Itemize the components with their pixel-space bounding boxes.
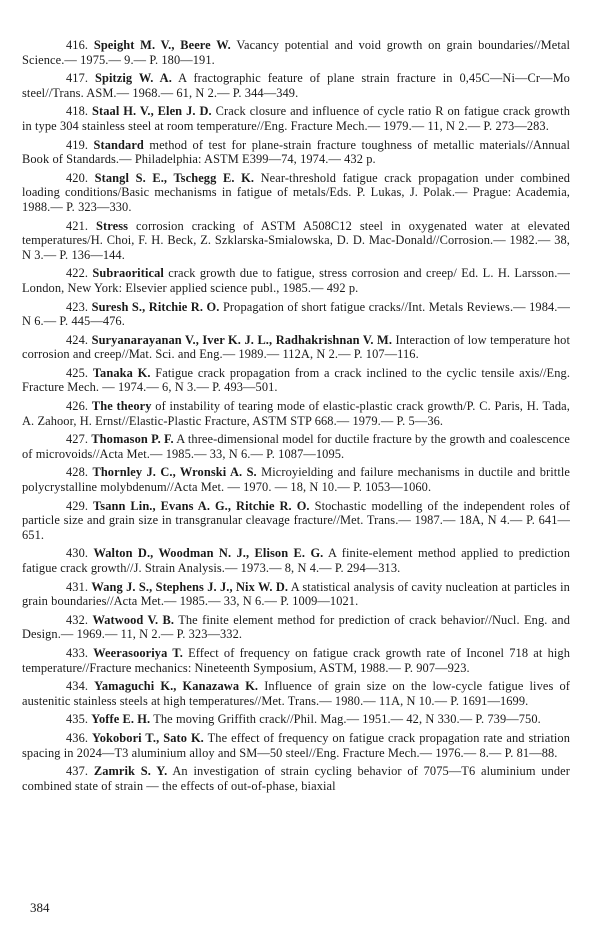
reference-number: 428.: [66, 465, 89, 480]
reference-list: [22, 38, 570, 797]
reference-number: 432.: [66, 612, 89, 627]
reference-text: An investigation of strain cycling behavior of 7075—T6 aluminium under combined state of strain — the effects of out-of-phase, biaxial: [22, 764, 571, 793]
reference-entry: [22, 104, 570, 133]
reference-authors: Yoffe E. H.: [91, 712, 151, 727]
reference-text: A three-dimensional model for ductile fracture by the growth and coalescence of microvoids//Acta Met.— 1985.— 33, N 6.— P. 1087—1095.: [22, 432, 570, 461]
reference-authors: Zamrik S. Y.: [93, 764, 168, 779]
reference-entry: [22, 171, 570, 215]
reference-number: 423.: [66, 299, 89, 314]
reference-number: 430.: [66, 546, 89, 561]
reference-authors: Suryanarayanan V., Iver K. J. L., Radhakrishnan V. M.: [91, 332, 393, 347]
reference-authors: Stress: [96, 218, 129, 233]
reference-text: A fractographic feature of plane strain fracture in 0,45C—Ni—Cr—Mo steel//Trans. ASM.— 1968.— 61, N 2.— P. 344—349.: [22, 71, 570, 100]
reference-text: The effect of frequency on fatigue crack propagation rate and striation spacing in 2024—T3 aluminium alloy and SM—50 steel//Eng. Fracture Mech.— 1976.— 8.— P. 81—88.: [22, 730, 570, 760]
reference-number: 431.: [66, 579, 89, 594]
reference-entry: [22, 38, 570, 67]
reference-number: 433.: [66, 645, 89, 660]
reference-entry: [22, 266, 570, 295]
reference-entry: [22, 712, 570, 727]
reference-entry: [22, 300, 570, 329]
reference-number: 436.: [66, 730, 89, 745]
reference-text: Interaction of low temperature hot corrosion and creep//Mat. Sci. and Eng.— 1989.— 112A, N 2.— P. 107—116.: [22, 332, 570, 362]
reference-text: A statistical analysis of cavity nucleation at particles in grain boundaries//Acta Met.— 1985.— 33, N 6.— P. 1009—1021.: [22, 579, 570, 609]
reference-authors: Stangl S. E., Tschegg E. K.: [94, 170, 255, 185]
reference-text: Fatigue crack propagation from a crack inclined to the cyclic tensile axis//Eng. Fracture Mech. — 1974.— 6, N 3.— P. 493—501.: [22, 365, 571, 395]
reference-number: 425.: [66, 365, 89, 380]
reference-entry: [22, 219, 570, 263]
reference-entry: [22, 71, 570, 100]
reference-entry: [22, 366, 570, 395]
reference-text: The finite element method for prediction of crack behavior//Nucl. Eng. and Design.— 1969.— 11, N 2.— P. 323—332.: [22, 612, 570, 642]
reference-authors: Tsann Lin., Evans A. G., Ritchie R. O.: [93, 498, 310, 513]
reference-number: 426.: [66, 399, 89, 414]
reference-text: The moving Griffith crack//Phil. Mag.— 1951.— 42, N 330.— P. 739—750.: [150, 712, 541, 727]
reference-authors: Watwood V. B.: [92, 612, 175, 627]
reference-entry: [22, 764, 570, 793]
reference-number: 417.: [66, 71, 89, 86]
reference-authors: Suresh S., Ritchie R. O.: [91, 299, 220, 314]
reference-authors: Thomason P. F.: [91, 432, 174, 447]
reference-entry: [22, 432, 570, 461]
reference-text: method of test for plane-strain fracture toughness of metallic materials//Annual Book of Standards.— Philadelphia: ASTM E399—74, 1974.— 432 p.: [22, 137, 570, 167]
reference-text: Microyielding and failure mechanisms in ductile and brittle polycrystalline molybdenum//Acta Met. — 1970. — 18, N 10.— P. 1053—1060.: [22, 465, 571, 495]
reference-number: 437.: [66, 764, 89, 779]
reference-number: 421.: [66, 218, 89, 233]
reference-number: 429.: [66, 498, 89, 513]
reference-authors: Thornley J. C., Wronski A. S.: [92, 465, 257, 480]
reference-authors: Speight M. V., Beere W.: [93, 38, 231, 52]
reference-authors: Tanaka K.: [92, 365, 151, 380]
reference-authors: Standard: [93, 137, 144, 152]
reference-entry: [22, 580, 570, 609]
reference-number: 434.: [66, 679, 89, 694]
reference-authors: Yamaguchi K., Kanazawa K.: [94, 679, 259, 694]
reference-number: 435.: [66, 712, 89, 727]
reference-number: 424.: [66, 332, 89, 347]
page-number: 384: [30, 900, 50, 915]
reference-authors: Weerasooriya T.: [93, 645, 183, 660]
reference-text: Stochastic modelling of the independent roles of particle size and grain size in transgranular cleavage fracture//Met. Trans.— 1987.— 18A, N 4.— P. 641—651.: [22, 498, 571, 542]
reference-entry: [22, 465, 570, 494]
reference-text: Influence of grain size on the low-cycle fatigue lives of austenitic stainless steels at high temperatures//Met. Trans.— 1980.— 11A, N 10.— P. 1691—1699.: [22, 679, 570, 708]
reference-number: 419.: [66, 137, 89, 152]
reference-text: of instability of tearing mode of elastic-plastic crack growth/P. C. Paris, H. Tada, A. Zahoor, H. Ernst//Elastic-Plastic Fracture, ASTM STP 668.— 1979.— P. 5—36.: [22, 399, 570, 428]
reference-entry: [22, 679, 570, 708]
reference-entry: [22, 138, 570, 167]
reference-authors: Yokobori T., Sato K.: [92, 730, 204, 745]
reference-text: crack growth due to fatigue, stress corrosion and creep/ Ed. L. H. Larsson.— London, New York: Elsevier applied science publ., 1985.— 492 p.: [22, 266, 570, 295]
reference-number: 427.: [66, 432, 89, 447]
reference-entry: [22, 546, 570, 575]
reference-entry: [22, 613, 570, 642]
reference-authors: Wang J. S., Stephens J. J., Nix W. D.: [91, 579, 289, 594]
reference-text: Crack closure and influence of cycle ratio R on fatigue crack growth in type 304 stainless steel at room temperature//Eng. Fracture Mech.— 1979.— 11, N 2.— P. 273—283.: [22, 104, 570, 133]
reference-text: A finite-element method applied to prediction fatigue crack growth//J. Strain Analysis.— 1973.— 8, N 4.— P. 294—313.: [22, 546, 571, 575]
reference-number: 418.: [66, 104, 89, 119]
reference-number: 420.: [66, 170, 89, 185]
reference-authors: Spitzig W. A.: [95, 71, 172, 86]
reference-number: 416.: [66, 38, 89, 52]
reference-entry: [22, 333, 570, 362]
reference-authors: Staal H. V., Elen J. D.: [92, 104, 212, 119]
reference-text: Vacancy potential and void growth on grain boundaries//Metal Science.— 1975.— 9.— P. 180—191.: [22, 38, 571, 67]
reference-authors: Subraoritical: [92, 266, 164, 281]
reference-text: Near-threshold fatigue crack propagation under combined loading conditions/Basic mechanisms in fatigue of metals/Eds. P. Lukas, J. Polak.— Prague: Academia, 1988.— P. 323—330.: [22, 170, 570, 214]
reference-text: corrosion cracking of ASTM A508C12 steel in oxygenated water at elevated temperatures/H. Choi, F. H. Beck, Z. Szklarska-Smialowska, D. D. Mac-Donald//Corrosion.— 1982.— 38, N 3.— P. 136—144.: [22, 218, 570, 262]
reference-text: Propagation of short fatigue cracks//Int. Metals Reviews.— 1984.— N 6.— P. 445—476.: [22, 299, 570, 329]
reference-entry: [22, 399, 570, 428]
reference-authors: Walton D., Woodman N. J., Elison E. G.: [93, 546, 324, 561]
reference-entry: [22, 646, 570, 675]
reference-number: 422.: [66, 266, 89, 281]
reference-entry: [22, 499, 570, 543]
reference-entry: [22, 731, 570, 760]
reference-authors: The theory: [91, 399, 152, 414]
reference-text: Effect of frequency on fatigue crack growth rate of Inconel 718 at high temperature//Fracture mechanics: Nineteenth Symposium, ASTM, 1988.— P. 907—923.: [22, 645, 570, 675]
